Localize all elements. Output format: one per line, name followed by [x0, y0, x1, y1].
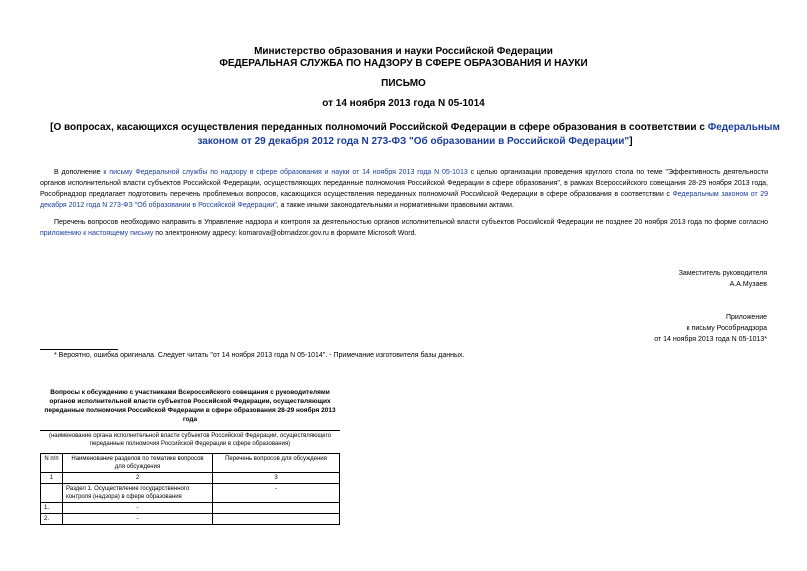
footnote: * Вероятно, ошибка оригинала. Следует читать "от 14 ноября 2013 года N 05-1014". - Примечание изготовителя базы данных.: [54, 352, 465, 359]
document-subject: [50, 121, 780, 149]
table-cell: -: [63, 503, 213, 514]
appendix-ref-line-2: к письму Рособрнадзора: [686, 325, 767, 332]
document-type: ПИСЬМО: [381, 78, 426, 89]
letter-reference-link[interactable]: к письму Федеральной службы по надзору в сфере образования и науки от 14 ноября 2013 года N 05-1013: [103, 169, 468, 176]
footnote-divider: [40, 349, 118, 350]
body-paragraph-2: [40, 217, 768, 239]
number-cell: 2: [63, 473, 213, 484]
table-cell: -: [213, 484, 340, 503]
signer-position: Заместитель руководителя: [678, 270, 767, 277]
p1-text-a: В дополнение: [54, 169, 104, 176]
signature-block: [679, 268, 767, 290]
table-cell: [213, 503, 340, 514]
header-cell: Перечень вопросов для обсуждения: [213, 454, 340, 473]
appendix-link[interactable]: приложению к настоящему письму: [40, 230, 154, 237]
p2-text-b: по электронному адресу: komarova@obrnadzor.gov.ru в формате Microsoft Word.: [153, 230, 417, 237]
org-name-caption: (наименование органа исполнительной власти субъектов Российской Федерации, осуществляющего переданные полномочия Российской Федерации в сфере образования): [48, 433, 332, 447]
questions-table: [40, 453, 340, 525]
table-row: [41, 484, 340, 503]
appendix-ref-line-1: Приложение: [725, 314, 767, 321]
header-cell: Наименование разделов по тематике вопросов для обсуждения: [63, 454, 213, 473]
table-row: [41, 503, 340, 514]
service-name: ФЕДЕРАЛЬНАЯ СЛУЖБА ПО НАДЗОРУ В СФЕРЕ ОБРАЗОВАНИЯ И НАУКИ: [219, 58, 588, 69]
number-cell: 1: [41, 473, 63, 484]
appendix-title: Вопросы к обсуждению с участниками Всероссийского совещания с руководителями органов исполнительной власти субъектов Российской Федерации, осуществляющих переданные полномочия Российской Федерации в сфере образования 28-29 ноября 2013 года: [44, 389, 336, 423]
p1-text-b: с целью организации проведения круглого стола по теме "Эффективность деятельности органов исполнительной власти субъектов Российской Федерации, осуществляющих переданные полномочия Российской Федерации в сфере образования", в рамках Всероссийского совещания 28-29 ноября 2013 года, Рособрнадзор предлагает подготовить перечень проблемных вопросов, касающихся осуществления переданных полномочий Российской Федерации в сфере образования в соответствии с: [40, 169, 769, 198]
table-cell: [41, 484, 63, 503]
header-cell: N п/п: [41, 454, 63, 473]
signer-name: А.А.Музаев: [729, 281, 767, 288]
ministry-name: Министерство образования и науки Российской Федерации: [254, 46, 553, 57]
table-row: [41, 514, 340, 525]
subject-law-link[interactable]: Федеральным законом от 29 декабря 2012 года N 273-ФЗ "Об образовании в Российской Федерации": [197, 122, 780, 147]
subject-text: [О вопросах, касающихся осуществления переданных полномочий Российской Федерации в сфере образования в соответствии с: [50, 122, 708, 133]
table-cell: [213, 514, 340, 525]
number-cell: 3: [213, 473, 340, 484]
document-date-number: от 14 ноября 2013 года N 05-1014: [322, 98, 485, 109]
table-cell: 1.: [41, 503, 63, 514]
table-cell: -: [63, 514, 213, 525]
subject-close: ]: [629, 136, 633, 147]
appendix-reference: [654, 312, 767, 345]
p1-text-c: , а также иными законодательными и нормативными правовыми актами.: [276, 202, 514, 209]
p2-text-a: Перечень вопросов необходимо направить в Управление надзора и контроля за деятельностью органов исполнительной власти субъектов Российской Федерации не позднее 20 ноября 2013 года по форме согласно: [54, 219, 768, 226]
body-paragraph-1: [40, 167, 768, 211]
appendix-ref-line-3: от 14 ноября 2013 года N 05-1013*: [654, 336, 767, 343]
org-name-line: [40, 430, 340, 431]
table-header-row: [41, 454, 340, 473]
table-cell: 2.: [41, 514, 63, 525]
federal-law-link[interactable]: Федеральным законом от 29 декабря 2012 года N 273-ФЗ "Об образовании в Российской Федерации": [40, 191, 768, 209]
table-number-row: [41, 473, 340, 484]
table-cell: Раздел 1. Осуществление государственного контроля (надзора) в сфере образования: [63, 484, 213, 503]
